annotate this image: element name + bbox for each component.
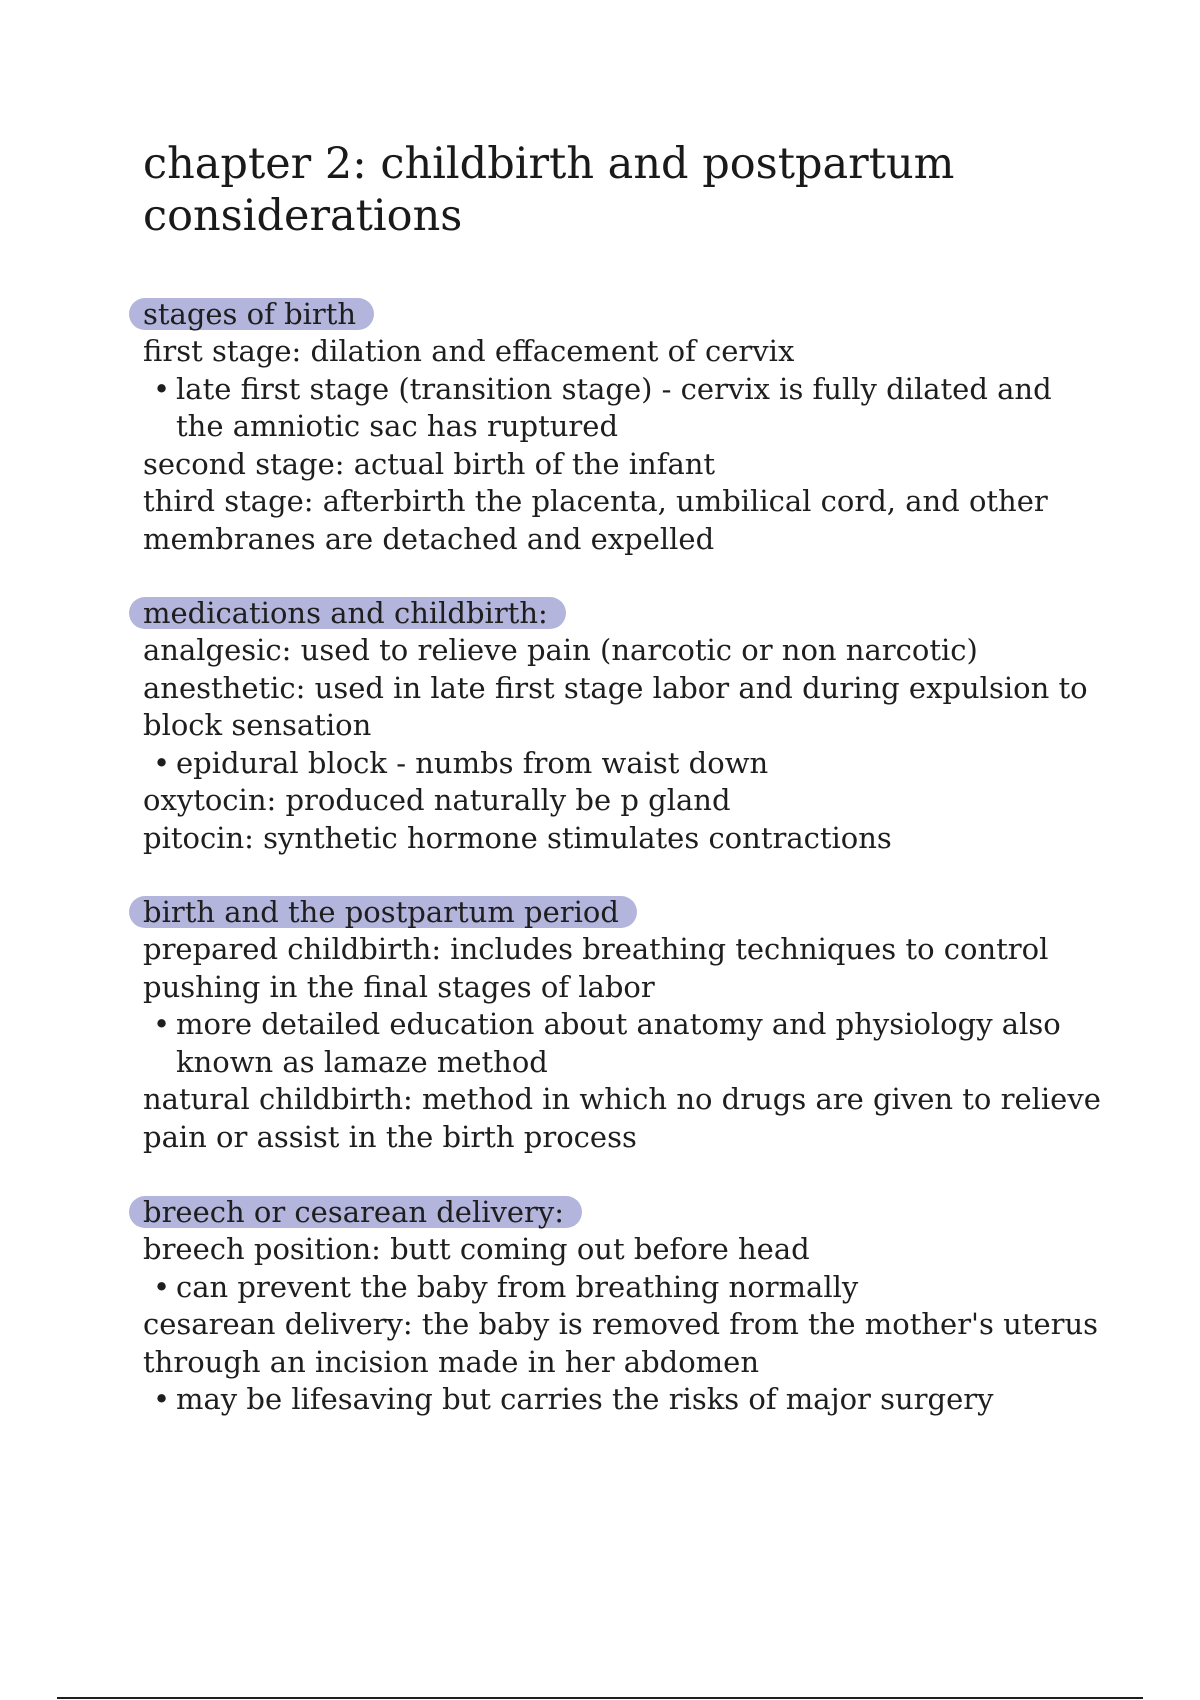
bullet-dot: • — [153, 1382, 171, 1417]
bullet-text: epidural block - numbs from waist down — [176, 745, 769, 780]
bullet-text-continued: known as lamaze method — [176, 1044, 548, 1079]
text-line: block sensation — [143, 708, 372, 743]
text-line: natural childbirth: method in which no drugs are given to relieve — [143, 1082, 1101, 1117]
text-line: pitocin: synthetic hormone stimulates contractions — [143, 820, 892, 855]
text-line: cesarean delivery: the baby is removed from the mother's uterus — [143, 1307, 1099, 1342]
text-line: breech position: butt coming out before head — [143, 1232, 810, 1266]
text-line: analgesic: used to relieve pain (narcotic or non narcotic) — [143, 633, 978, 667]
bullet-dot: • — [153, 745, 171, 780]
text-line: third stage: afterbirth the placenta, umbilical cord, and other — [143, 484, 1048, 519]
bullet-dot: • — [153, 1269, 171, 1304]
bullet-dot: • — [153, 1007, 171, 1042]
section-birth-postpartum — [143, 896, 1103, 1157]
section-breech-cesarean — [143, 1196, 1103, 1419]
text-line: pain or assist in the birth process — [143, 1119, 637, 1154]
section-heading-highlight: breech or cesarean delivery: — [129, 1196, 582, 1228]
section-heading-highlight: birth and the postpartum period — [129, 896, 637, 928]
title-line-1: chapter 2: childbirth and postpartum — [143, 139, 955, 189]
text-line: anesthetic: used in late first stage labor and during expulsion to — [143, 670, 1088, 705]
bullet-item — [143, 745, 1103, 783]
section-heading-highlight: stages of birth — [129, 298, 374, 330]
bullet-item — [143, 1269, 1103, 1307]
section-stages-of-birth — [143, 298, 1103, 559]
title-line-2: considerations — [143, 191, 463, 241]
text-line: prepared childbirth: includes breathing techniques to control — [143, 932, 1049, 966]
bullet-item — [143, 1381, 1103, 1419]
text-line: through an incision made in her abdomen — [143, 1344, 759, 1379]
bullet-text: more detailed education about anatomy and physiology also — [176, 1007, 1061, 1042]
bullet-text: late first stage (transition stage) - cervix is fully dilated and — [176, 371, 1052, 406]
bullet-dot: • — [153, 371, 171, 406]
section-heading-highlight: medications and childbirth: — [129, 597, 566, 629]
text-line: pushing in the final stages of labor — [143, 969, 655, 1004]
text-line: first stage: dilation and effacement of cervix — [143, 334, 795, 368]
text-line: second stage: actual birth of the infant — [143, 446, 716, 481]
bottom-divider — [57, 1697, 1143, 1699]
text-line: membranes are detached and expelled — [143, 521, 715, 556]
bullet-text: can prevent the baby from breathing normally — [176, 1269, 859, 1304]
bullet-text-continued: the amniotic sac has ruptured — [176, 409, 619, 444]
bullet-text: may be lifesaving but carries the risks of major surgery — [176, 1382, 994, 1417]
section-medications — [143, 597, 1103, 858]
bullet-item — [143, 1006, 1103, 1081]
text-line: oxytocin: produced naturally be p gland — [143, 783, 731, 818]
page-title — [143, 138, 1083, 242]
bullet-item — [143, 371, 1103, 446]
